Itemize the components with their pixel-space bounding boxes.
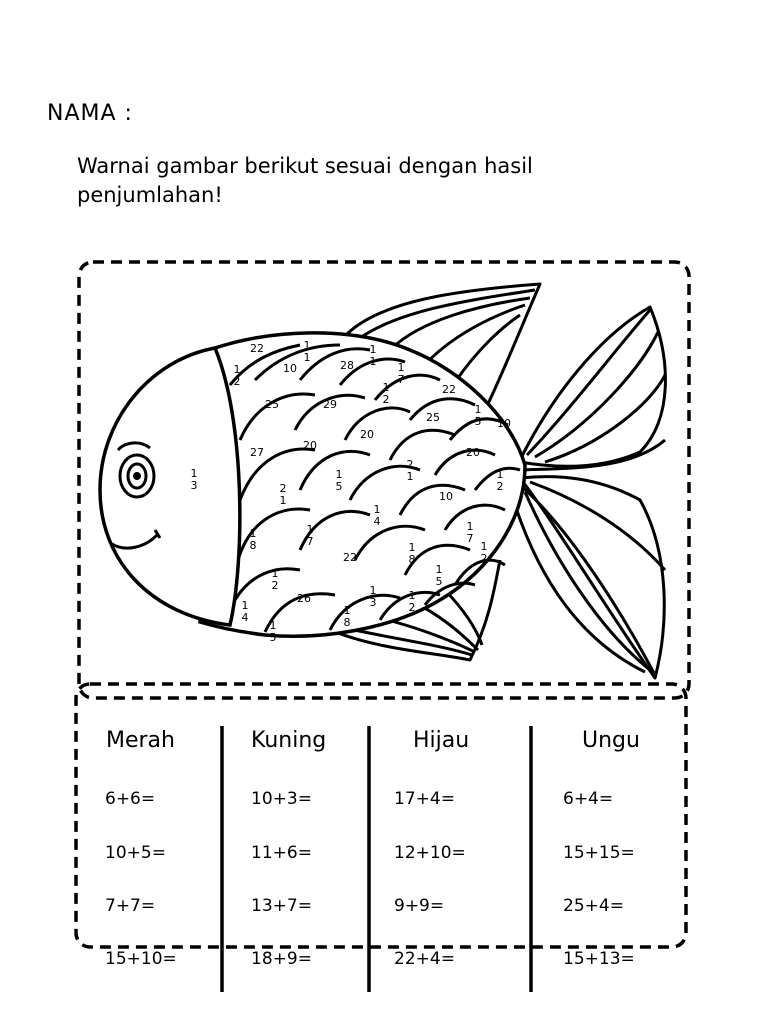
- equation: 15+10=: [105, 949, 177, 969]
- scale-number-label: 20: [303, 439, 317, 452]
- tail-fin: [515, 307, 665, 678]
- scale-number-label: 2 1: [279, 482, 287, 507]
- scale-number-label: 27: [250, 446, 264, 459]
- scale-number-label: 2 1: [406, 458, 414, 483]
- equation: 7+7=: [105, 896, 156, 916]
- scale-number-label: 1 2: [233, 363, 241, 388]
- scale-number-label: 25: [426, 411, 440, 424]
- scale-number-label: 20: [360, 428, 374, 441]
- scale-number-label: 10: [439, 490, 453, 503]
- scale-number-label: 1 2: [496, 468, 504, 493]
- equation: 11+6=: [251, 843, 312, 863]
- scale-number-label: 1 8: [343, 604, 351, 629]
- equation: 12+10=: [394, 843, 466, 863]
- scale-number-label: 1 5: [269, 619, 277, 644]
- equation: 15+15=: [563, 843, 635, 863]
- scale-number-label: 20: [466, 446, 480, 459]
- equation: 22+4=: [394, 949, 455, 969]
- scale-number-label: 1 3: [369, 584, 377, 609]
- equation: 9+9=: [394, 896, 445, 916]
- scale-number-label: 1 4: [373, 503, 381, 528]
- scale-number-label: 1 5: [435, 563, 443, 588]
- name-label: NAMA :: [47, 101, 133, 126]
- instruction-line-2: penjumlahan!: [77, 183, 223, 207]
- scale-number-label: 1 2: [408, 589, 416, 614]
- equation: 25+4=: [563, 896, 624, 916]
- instruction-line-1: Warnai gambar berikut sesuai dengan hasil: [77, 154, 533, 178]
- scale-number-label: 1 7: [397, 361, 405, 386]
- scale-number-label: 1 8: [249, 527, 257, 552]
- scale-number-label: 28: [340, 359, 354, 372]
- scale-number-label: 1 7: [466, 520, 474, 545]
- equation: 10+5=: [105, 843, 166, 863]
- scale-number-label: 1 3: [190, 467, 198, 492]
- equation: 18+9=: [251, 949, 312, 969]
- scale-number-label: 29: [323, 398, 337, 411]
- column-title-merah: Merah: [106, 728, 175, 753]
- scale-number-label: 22: [442, 383, 456, 396]
- scale-number-label: 22: [343, 551, 357, 564]
- scale-number-label: 1 4: [241, 599, 249, 624]
- scale-number-label: 1 8: [408, 541, 416, 566]
- scale-number-label: 1 1: [303, 339, 311, 364]
- scale-number-label: 10: [497, 417, 511, 430]
- scale-number-label: 1 7: [306, 523, 314, 548]
- scale-number-label: 1 2: [271, 567, 279, 592]
- equation: 17+4=: [394, 789, 455, 809]
- column-title-hijau: Hijau: [413, 728, 470, 753]
- equation: 6+4=: [563, 789, 614, 809]
- scale-number-label: 10: [283, 362, 297, 375]
- equation: 10+3=: [251, 789, 312, 809]
- column-title-ungu: Ungu: [582, 728, 640, 753]
- scale-number-label: 1 5: [335, 468, 343, 493]
- equation: 13+7=: [251, 896, 312, 916]
- scale-number-label: 25: [265, 398, 279, 411]
- scale-number-label: 1 1: [369, 343, 377, 368]
- scale-number-label: 1 2: [480, 540, 488, 565]
- scale-number-label: 1 5: [474, 403, 482, 428]
- scale-number-label: 26: [297, 592, 311, 605]
- scale-number-label: 1 2: [382, 381, 390, 406]
- equation: 6+6=: [105, 789, 156, 809]
- column-title-kuning: Kuning: [251, 728, 327, 753]
- scale-number-label: 22: [250, 342, 264, 355]
- equation: 15+13=: [563, 949, 635, 969]
